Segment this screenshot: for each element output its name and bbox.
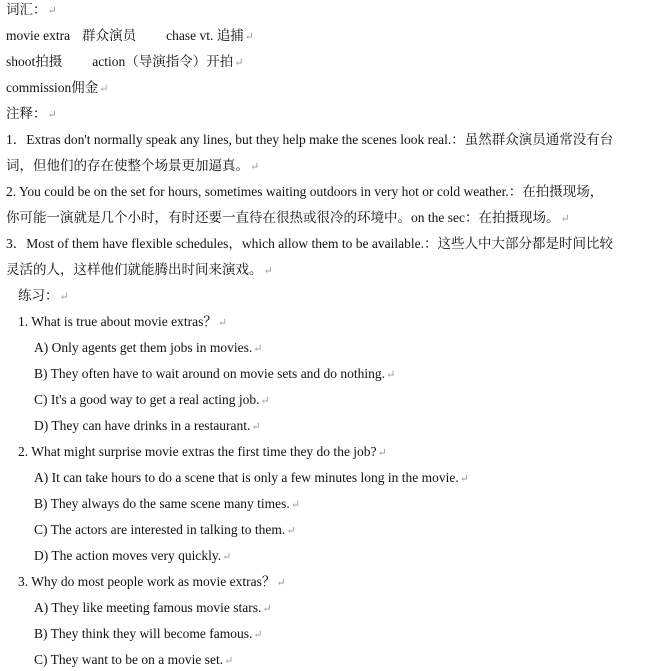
- return-mark-icon: ↵: [459, 473, 469, 485]
- question-3-option-b: B) They think they will become famous.↵: [34, 626, 263, 641]
- question-1: 1. What is true about movie extras？↵: [18, 314, 228, 329]
- vocab-term: action（导演指令）开拍: [92, 54, 234, 69]
- question-1-option-d: D) They can have drinks in a restaurant.↵: [34, 418, 261, 433]
- vocab-term: chase vt. 追捕: [166, 28, 244, 43]
- return-mark-icon: ↵: [251, 421, 261, 433]
- question-2-option-c: C) The actors are interested in talking to them.↵: [34, 522, 296, 537]
- note-1-line-1: 1．Extras don't normally speak any lines, but they help make the scenes look real.：虽然群众演员通常没有台: [6, 132, 614, 147]
- vocab-line-2: [6, 52, 657, 73]
- return-mark-icon: ↵: [286, 525, 296, 537]
- return-mark-icon: ↵: [250, 161, 260, 173]
- note-3-line-1: 3．Most of them have flexible schedules，which allow them to be available.：这些人中大部分都是时间比较: [6, 236, 614, 251]
- question-1-option-a: A) Only agents get them jobs in movies.↵: [34, 340, 263, 355]
- return-mark-icon: ↵: [290, 499, 301, 511]
- question-1-option-b: B) They often have to wait around on movie sets and do nothing.↵: [34, 366, 396, 381]
- return-mark-icon: ↵: [276, 577, 286, 589]
- vocab-term: commission佣金: [6, 80, 99, 95]
- return-mark-icon: ↵: [234, 57, 244, 69]
- vocab-heading: 词汇：↵: [6, 2, 57, 17]
- exercise-heading: 练习：↵: [18, 288, 69, 303]
- question-2-option-d: D) The action moves very quickly.↵: [34, 548, 232, 563]
- return-mark-icon: ↵: [59, 291, 69, 303]
- return-mark-icon: ↵: [262, 603, 272, 615]
- return-mark-icon: ↵: [222, 551, 232, 563]
- question-2-option-a: A) It can take hours to do a scene that is only a few minutes long in the movie.↵: [34, 470, 469, 485]
- return-mark-icon: ↵: [217, 317, 228, 329]
- return-mark-icon: ↵: [47, 5, 57, 17]
- note-2-line-1: 2. You could be on the set for hours, sometimes waiting outdoors in very hot or cold weather.：在拍摄现场，: [6, 184, 604, 199]
- return-mark-icon: ↵: [263, 265, 273, 277]
- return-mark-icon: ↵: [244, 31, 254, 43]
- return-mark-icon: ↵: [260, 395, 270, 407]
- question-3-option-c: C) They want to be on a movie set.↵: [34, 652, 234, 667]
- return-mark-icon: ↵: [560, 213, 570, 225]
- question-2: 2. What might surprise movie extras the first time they do the job?↵: [18, 444, 387, 459]
- question-1-option-c: C) It's a good way to get a real acting job.↵: [34, 392, 270, 407]
- question-3: 3. Why do most people work as movie extras？↵: [18, 574, 286, 589]
- return-mark-icon: ↵: [47, 109, 57, 121]
- question-2-option-b: B) They always do the same scene many times.↵: [34, 496, 301, 511]
- vocab-term: movie extra: [6, 28, 71, 43]
- vocab-line-3: [6, 78, 657, 99]
- question-3-option-a: A) They like meeting famous movie stars.↵: [34, 600, 272, 615]
- return-mark-icon: ↵: [377, 447, 387, 459]
- vocab-meaning: 群众演员: [82, 28, 137, 43]
- return-mark-icon: ↵: [253, 343, 263, 355]
- return-mark-icon: ↵: [253, 629, 263, 641]
- return-mark-icon: ↵: [224, 655, 234, 667]
- vocab-term: shoot拍摄: [6, 54, 63, 69]
- notes-heading: 注释：↵: [6, 106, 57, 121]
- return-mark-icon: ↵: [386, 369, 396, 381]
- return-mark-icon: ↵: [99, 83, 109, 95]
- note-1-line-2: 词，但他们的存在使整个场景更加逼真。↵: [6, 158, 260, 173]
- note-3-line-2: 灵活的人，这样他们就能腾出时间来演戏。↵: [6, 262, 273, 277]
- vocab-line-1: [6, 26, 657, 47]
- note-2-line-2: 你可能一演就是几个小时，有时还要一直待在很热或很冷的环境中。on the sec：在拍摄现场。↵: [6, 210, 570, 225]
